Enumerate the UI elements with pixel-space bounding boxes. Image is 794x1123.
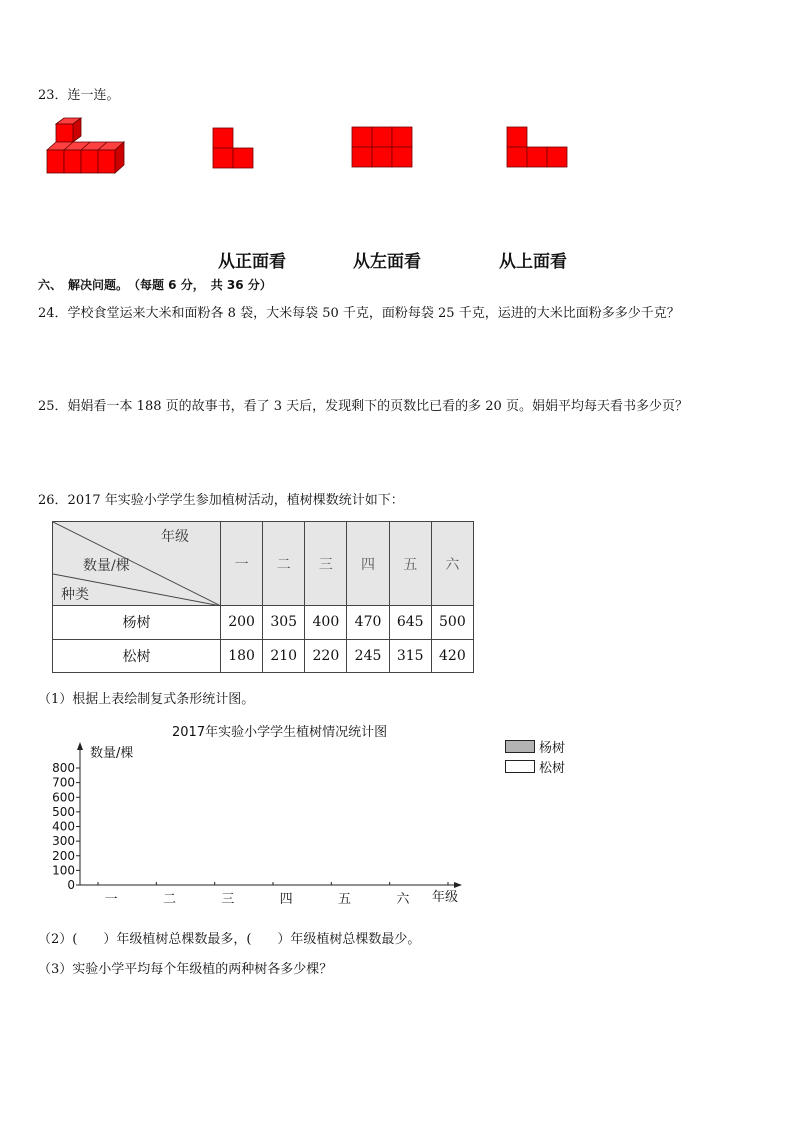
table-row-pine xyxy=(53,639,474,673)
legend-label-poplar: 杨树 xyxy=(539,741,566,756)
table-cell: 470 xyxy=(347,606,389,640)
corner-label-type: 种类 xyxy=(61,587,89,603)
y-tick-label: 200 xyxy=(52,848,75,863)
view-figure-b xyxy=(351,126,414,170)
y-tick-label: 400 xyxy=(52,819,75,834)
table-corner-header xyxy=(53,522,221,606)
table-cell: 220 xyxy=(305,639,347,673)
chart-title: 2017年实验小学学生植树情况统计图 xyxy=(172,725,388,740)
row-label: 杨树 xyxy=(53,606,221,640)
bar-chart xyxy=(40,740,470,910)
sub-question-2: （2）( ）年级植树总棵数最多，( ）年级植树总棵数最少。 xyxy=(38,932,421,947)
y-tick-label: 500 xyxy=(52,804,75,819)
x-axis-arrow xyxy=(454,882,462,888)
question-23: 23．连一连。 xyxy=(38,88,120,103)
x-tick-label: 一 xyxy=(104,892,118,907)
x-tick-label: 五 xyxy=(337,892,352,907)
view-figure-a xyxy=(212,127,256,171)
section-6-title: 六、 解决问题。 （每题 6 分， 共 36 分） xyxy=(38,278,272,292)
x-tick-label: 六 xyxy=(396,892,410,907)
label-left-view: 从左面看 xyxy=(353,252,421,272)
x-tick-label: 三 xyxy=(221,892,235,907)
y-tick-label: 100 xyxy=(52,863,75,878)
y-tick-label: 700 xyxy=(52,775,75,790)
sub-question-1: （1）根据上表绘制复式条形统计图。 xyxy=(38,692,255,707)
table-cell: 400 xyxy=(305,606,347,640)
grade-header: 六 xyxy=(431,522,473,606)
table-cell: 645 xyxy=(389,606,431,640)
question-24: 24．学校食堂运来大米和面粉各 8 袋，大米每袋 50 千克，面粉每袋 25 千克，运进的大米比面粉多多少千克？ xyxy=(38,306,680,321)
table-cell: 180 xyxy=(221,639,263,673)
grade-header: 五 xyxy=(389,522,431,606)
y-tick-label: 600 xyxy=(52,790,75,805)
question-25: 25．娟娟看一本 188 页的故事书，看了 3 天后，发现剩下的页数比已看的多 20 页。娟娟平均每天看书多少页？ xyxy=(38,399,688,414)
x-tick-label: 二 xyxy=(162,892,177,907)
grade-header: 一 xyxy=(221,522,263,606)
view-figure-c xyxy=(506,126,569,170)
x-axis-label: 年级 xyxy=(432,890,459,905)
table-cell: 315 xyxy=(389,639,431,673)
table-cell: 210 xyxy=(263,639,305,673)
y-axis-label: 数量/棵 xyxy=(90,746,134,761)
tree-count-table xyxy=(52,521,474,673)
grade-header: 四 xyxy=(347,522,389,606)
corner-label-quantity: 数量/棵 xyxy=(83,558,130,574)
cube-figure-3d xyxy=(44,116,128,178)
row-label: 松树 xyxy=(53,639,221,673)
table-cell: 200 xyxy=(221,606,263,640)
table-cell: 500 xyxy=(431,606,473,640)
table-row-poplar xyxy=(53,606,474,640)
legend-label-pine: 松树 xyxy=(539,761,566,776)
y-tick-label: 800 xyxy=(52,761,75,775)
sub-question-3: （3）实验小学平均每个年级植的两种树各多少棵？ xyxy=(38,962,333,977)
grade-header: 二 xyxy=(263,522,305,606)
y-axis-arrow xyxy=(77,742,83,750)
table-cell: 305 xyxy=(263,606,305,640)
y-tick-label: 300 xyxy=(52,834,75,849)
grade-header: 三 xyxy=(305,522,347,606)
question-26: 26．2017 年实验小学学生参加植树活动，植树棵数统计如下： xyxy=(38,493,404,508)
x-tick-label: 四 xyxy=(279,892,293,907)
table-cell: 245 xyxy=(347,639,389,673)
label-top-view: 从上面看 xyxy=(499,252,567,272)
corner-label-grade: 年级 xyxy=(161,529,189,545)
label-front-view: 从正面看 xyxy=(218,252,286,272)
legend-swatch-pine xyxy=(505,760,535,773)
y-tick-label: 0 xyxy=(67,878,75,892)
legend-swatch-poplar xyxy=(505,740,535,753)
table-cell: 420 xyxy=(431,639,473,673)
